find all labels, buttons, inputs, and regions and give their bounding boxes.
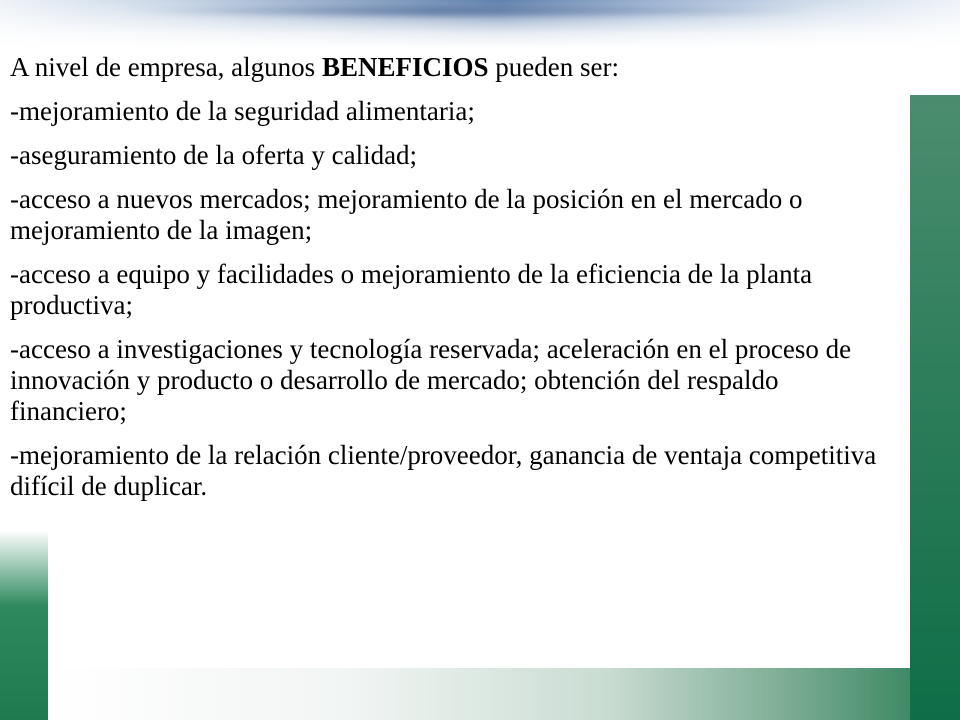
slide-body — [10, 52, 895, 515]
left-decorative-bar — [0, 530, 48, 720]
benefit-item-3: -acceso a nuevos mercados; mejoramiento de la posición en el mercado o mejoramiento de la imagen; — [10, 184, 803, 245]
bottom-decorative-band — [48, 668, 910, 720]
right-decorative-bar — [910, 95, 960, 720]
intro-text-after: pueden ser: — [488, 52, 619, 82]
benefit-item-2: -aseguramiento de la oferta y calidad; — [10, 140, 418, 170]
benefit-item-1: -mejoramiento de la seguridad alimentaria; — [10, 96, 475, 126]
benefit-item-5: -acceso a investigaciones y tecnología reservada; aceleración en el proceso de innovación y producto o desarrollo de mercado; obtención del respaldo financiero; — [10, 334, 852, 426]
benefit-item-6: -mejoramiento de la relación cliente/proveedor, ganancia de ventaja competitiva difícil de duplicar. — [10, 440, 877, 501]
intro-line — [10, 52, 895, 83]
intro-text-before: A nivel de empresa, algunos — [10, 52, 322, 82]
intro-emphasis: BENEFICIOS — [321, 52, 489, 82]
top-decorative-streak — [120, 6, 820, 16]
benefit-item-4: -acceso a equipo y facilidades o mejoramiento de la eficiencia de la planta productiva; — [10, 259, 813, 320]
